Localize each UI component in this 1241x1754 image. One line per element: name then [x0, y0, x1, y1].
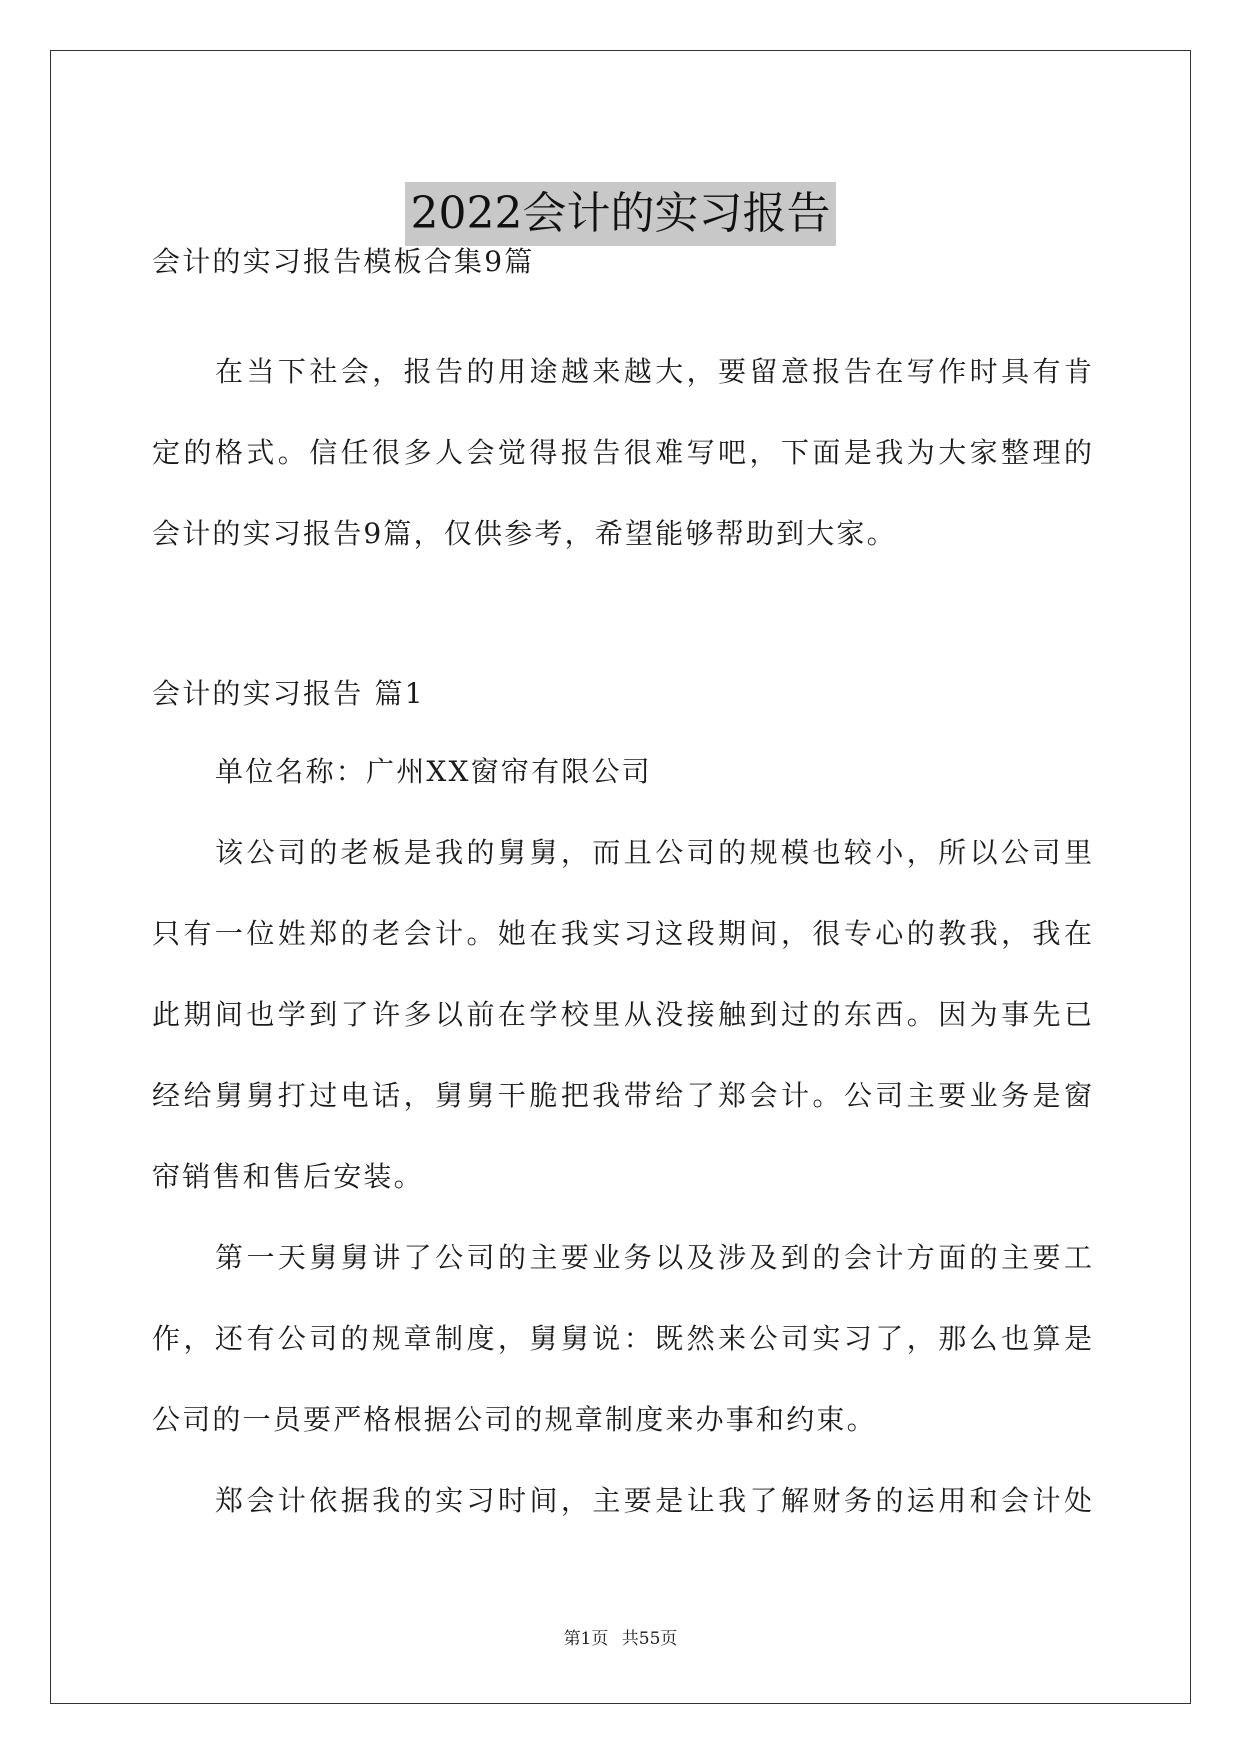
para2-line-2: 作，还有公司的规章制度，舅舅说：既然来公司实习了，那么也算是 — [152, 1322, 1092, 1355]
page-footer — [0, 1627, 1241, 1651]
document-title: 2022会计的实习报告 — [405, 182, 837, 246]
intro-line-1: 在当下社会，报告的用途越来越大，要留意报告在写作时具有肯 — [215, 355, 1092, 388]
page-border — [50, 50, 1191, 1704]
document-subtitle: 会计的实习报告模板合集9篇 — [152, 245, 535, 278]
para1-line-2: 只有一位姓郑的老会计。她在我实习这段期间，很专心的教我，我在 — [152, 917, 1092, 950]
para3-line-1: 郑会计依据我的实习时间，主要是让我了解财务的运用和会计处 — [215, 1484, 1092, 1517]
unit-name-line: 单位名称：广州XX窗帘有限公司 — [215, 755, 652, 788]
page-total: 共55页 — [621, 1629, 678, 1649]
intro-line-3: 会计的实习报告9篇，仅供参考，希望能够帮助到大家。 — [152, 517, 897, 550]
para1-line-5: 帘销售和售后安装。 — [152, 1160, 424, 1193]
para2-line-1: 第一天舅舅讲了公司的主要业务以及涉及到的会计方面的主要工 — [215, 1241, 1092, 1274]
para1-line-4: 经给舅舅打过电话，舅舅干脆把我带给了郑会计。公司主要业务是窗 — [152, 1079, 1092, 1112]
para1-line-1: 该公司的老板是我的舅舅，而且公司的规模也较小，所以公司里 — [215, 836, 1092, 869]
para2-line-3: 公司的一员要严格根据公司的规章制度来办事和约束。 — [152, 1403, 877, 1436]
intro-line-2: 定的格式。信任很多人会觉得报告很难写吧，下面是我为大家整理的 — [152, 436, 1092, 469]
page-number: 第1页 — [563, 1629, 609, 1649]
section-heading: 会计的实习报告 篇1 — [152, 677, 425, 710]
para1-line-3: 此期间也学到了许多以前在学校里从没接触到过的东西。因为事先已 — [152, 998, 1092, 1031]
